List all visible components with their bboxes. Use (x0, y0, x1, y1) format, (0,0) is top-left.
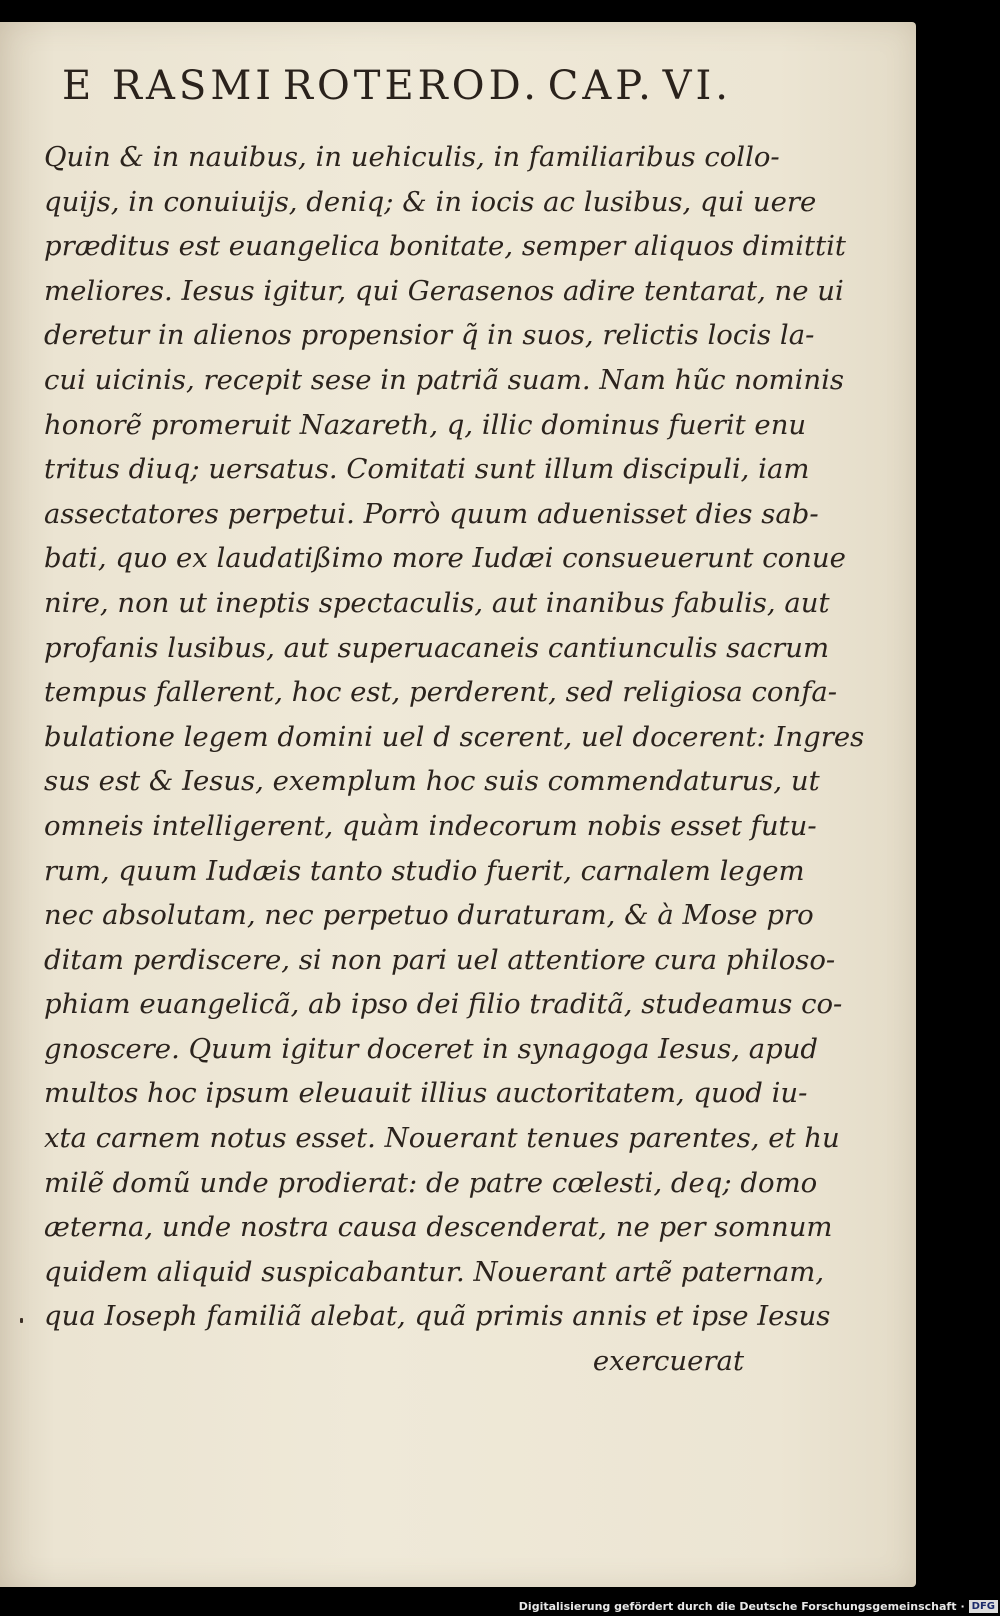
catchword: exercuerat (592, 1345, 744, 1378)
text-line: rum, quum Iudæis tanto studio fuerit, carnalem legem (44, 854, 805, 887)
text-line: phiam euangelicã, ab ipso dei filio traditã, studeamus co- (44, 988, 843, 1021)
running-head-chapter: CAP. (547, 63, 655, 109)
text-line: multos hoc ipsum eleuauit illius auctoritatem, quod iu- (44, 1077, 808, 1110)
text-line: nec absolutam, nec perpetuo duraturam, & à Mose pro (44, 899, 814, 932)
running-head (62, 63, 732, 109)
text-line: bulatione legem domini uel d scerent, uel docerent: Ingres (44, 720, 865, 753)
running-head-number: VI. (662, 63, 732, 109)
text-line: quidem aliquid suspicabantur. Nouerant artẽ paternam, (44, 1255, 825, 1288)
book-page (0, 22, 916, 1587)
text-line: Quin & in nauibus, in uehiculis, in familiaribus collo- (44, 141, 780, 173)
ink-speck (20, 1318, 23, 1323)
text-line: tempus fallerent, hoc est, perderent, sed religiosa confa- (44, 676, 838, 709)
text-line: bati, quo ex laudatißimo more Iudæi consueuerunt conue (44, 542, 846, 575)
text-line: profanis lusibus, aut superuacaneis cantiunculis sacrum (44, 631, 830, 664)
text-line: tritus diuq; uersatus. Comitati sunt illum discipuli, iam (44, 453, 810, 486)
text-line: quijs, in conuiuijs, deniq; & in iocis ac lusibus, qui uere (44, 185, 817, 218)
digitization-credit (519, 1600, 998, 1613)
dfg-logo-badge: DFG (969, 1600, 998, 1613)
text-line: cui uicinis, recepit sese in patriã suam. Nam hũc nominis (44, 363, 845, 396)
credit-separator: · (960, 1600, 965, 1613)
text-line: deretur in alienos propensior q̃ in suos, relictis locis la- (44, 319, 815, 352)
text-line: sus est & Iesus, exemplum hoc suis commendaturus, ut (44, 765, 820, 798)
text-line: præditus est euangelica bonitate, semper aliquos dimittit (44, 230, 846, 263)
text-line: meliores. Iesus igitur, qui Gerasenos adire tentarat, ne ui (44, 274, 844, 307)
text-line: ditam perdiscere, si non pari uel attentiore cura philoso- (44, 943, 836, 976)
body-text (44, 135, 865, 1384)
text-line: æterna, unde nostra causa descenderat, ne per somnum (44, 1211, 833, 1244)
text-line: milẽ domũ unde prodierat: de patre cœlesti, deq; domo (44, 1166, 818, 1199)
digitization-credit-text: Digitalisierung gefördert durch die Deutsche Forschungsgemeinschaft (518, 1600, 957, 1613)
text-line: omneis intelligerent, quàm indecorum nobis esset futu- (44, 809, 817, 842)
text-line: xta carnem notus esset. Nouerant tenues parentes, et hu (44, 1122, 840, 1155)
running-head-author: E RASMI (62, 63, 276, 109)
text-line: honorẽ promeruit Nazareth, q, illic dominus fuerit enu (44, 408, 807, 441)
text-line: assectatores perpetui. Porrò quum aduenisset dies sab- (44, 497, 819, 530)
text-line: gnoscere. Quum igitur doceret in synagoga Iesus, apud (44, 1032, 819, 1065)
running-head-name: ROTEROD. (282, 63, 540, 109)
text-line: nire, non ut ineptis spectaculis, aut inanibus fabulis, aut (44, 586, 830, 619)
text-line: qua Ioseph familiã alebat, quã primis annis et ipse Iesus (44, 1300, 831, 1333)
